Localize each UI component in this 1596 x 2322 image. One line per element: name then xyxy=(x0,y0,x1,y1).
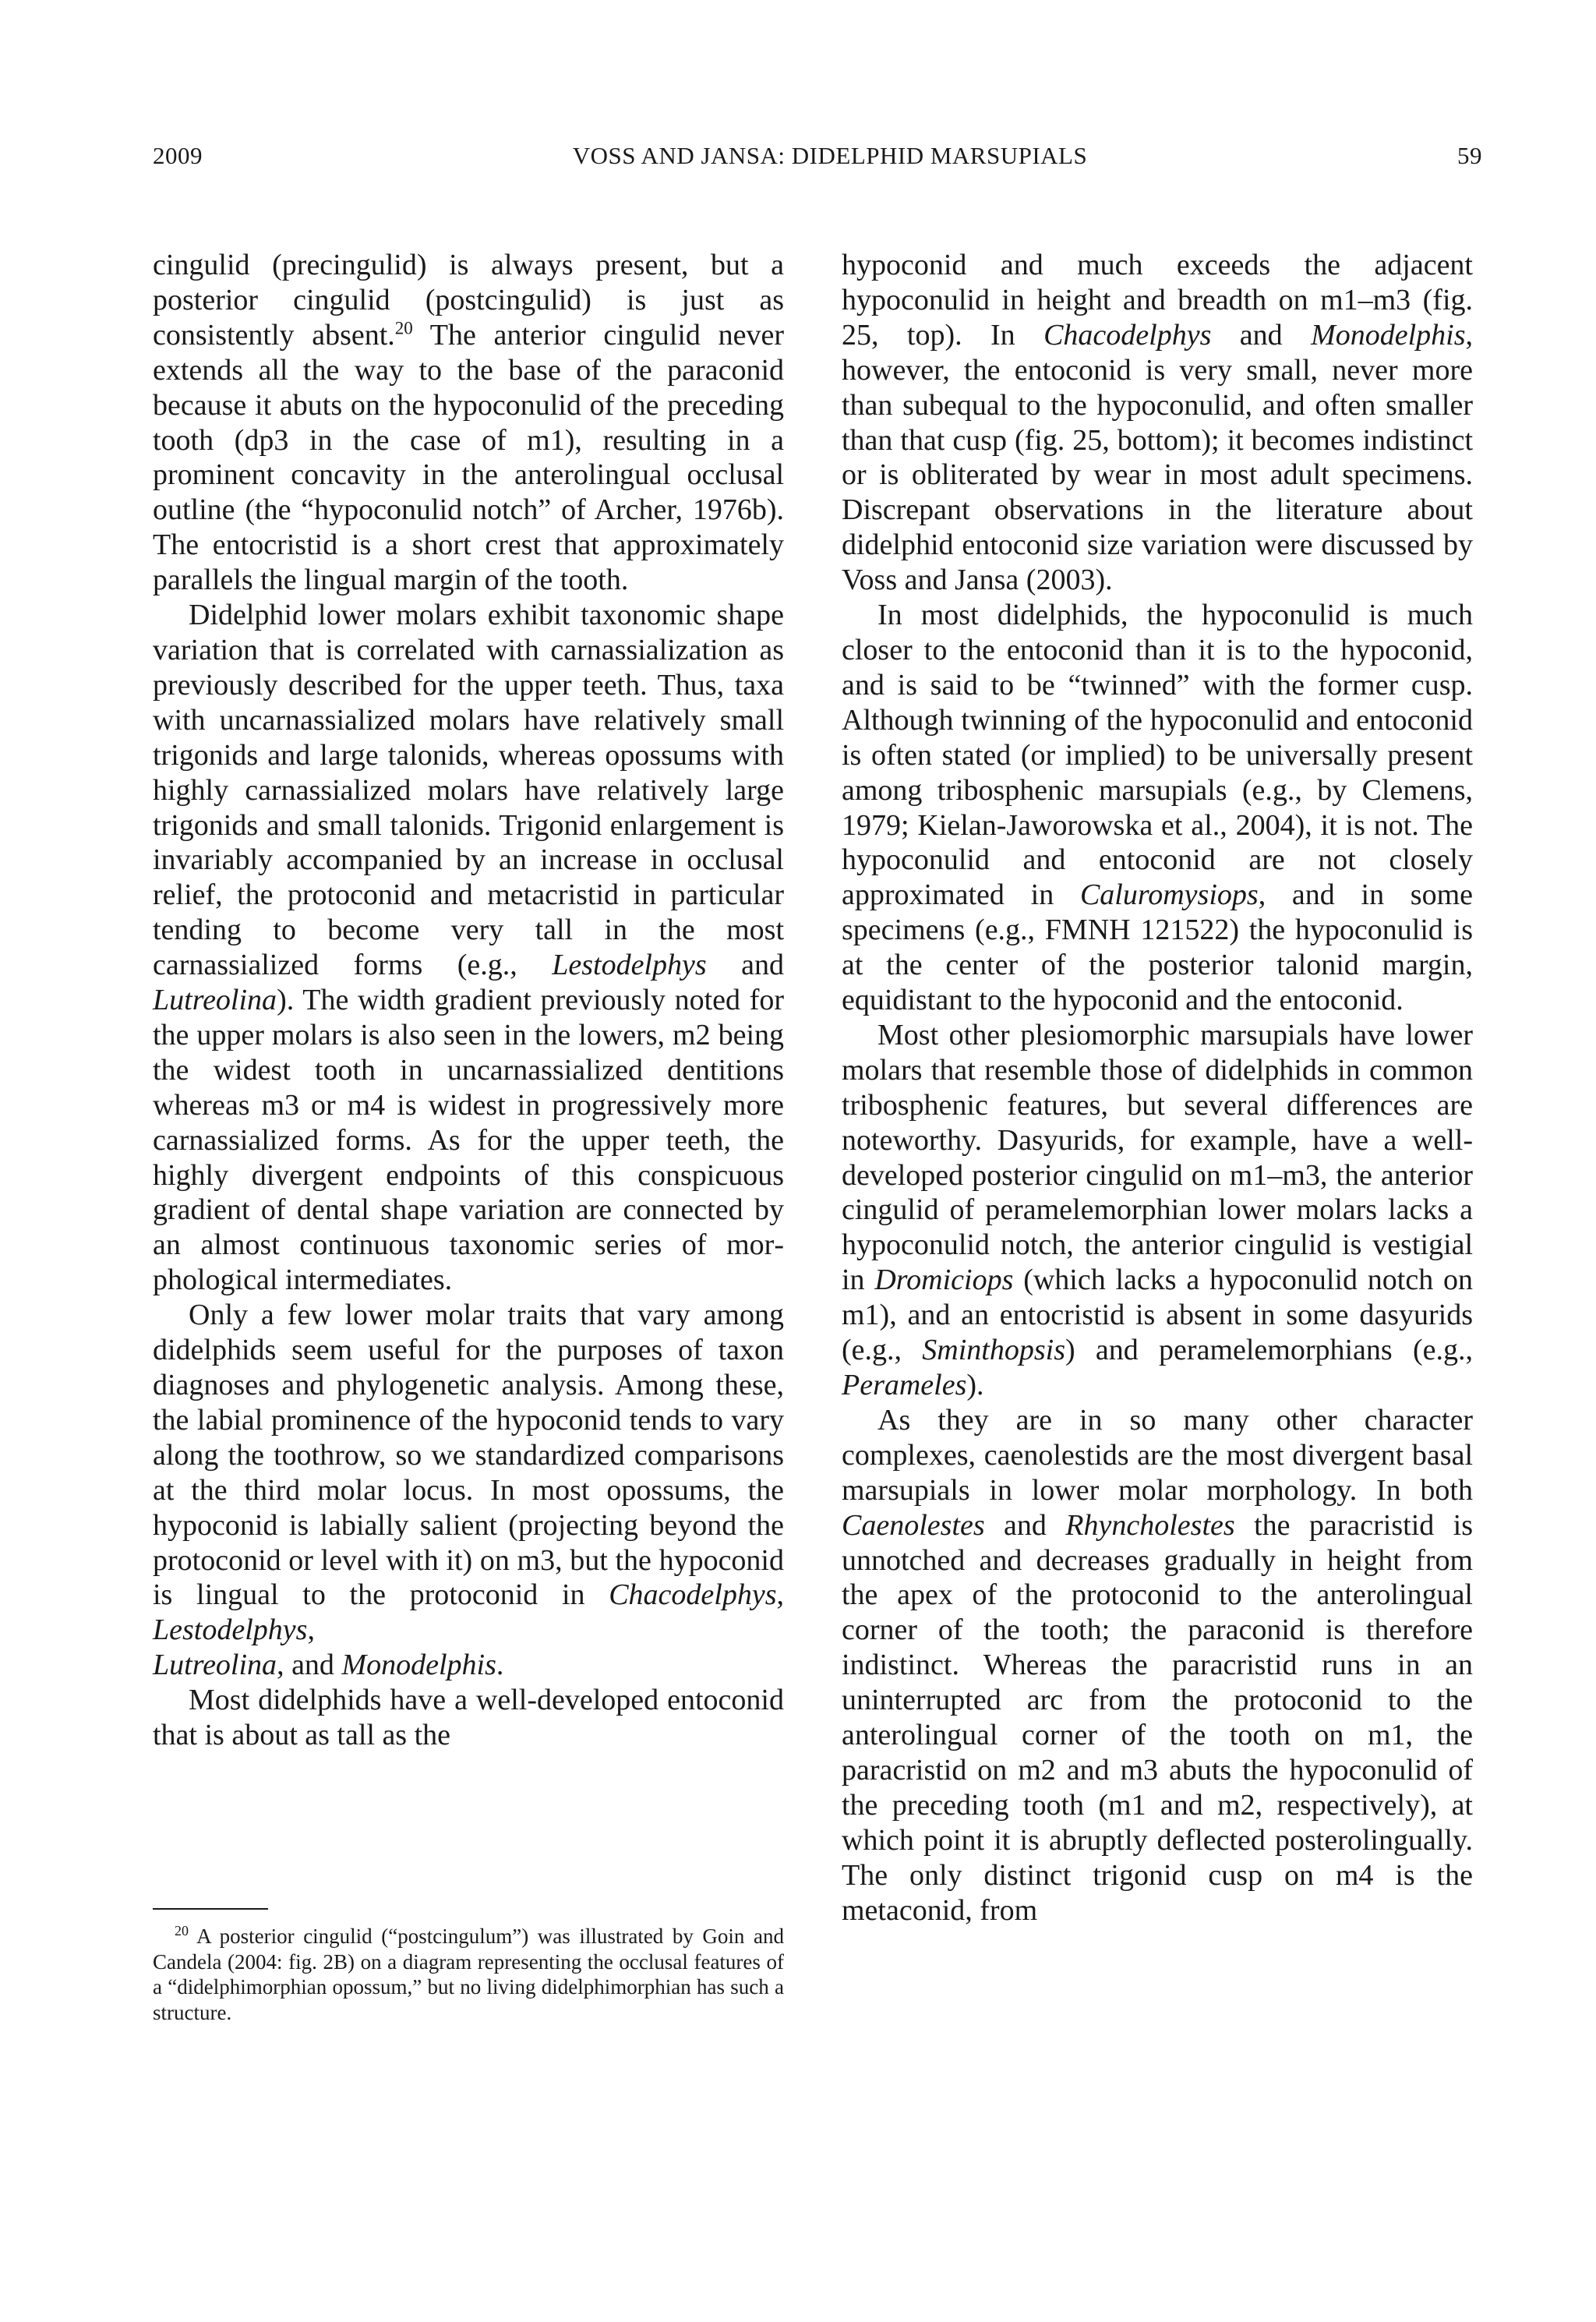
paragraph: As they are in so many other character complexes, caenolestids are the most divergent basal marsupials in lower molar morphology. In both Caenolestes and Rhyncholestes the paracristid is unnotched and decreases gradually in height from the apex of the protoconid to the anterolingual corner of the tooth; the paraconid is therefore indistinct. Whereas the paracristid runs in an uninterrupted arc from the protoconid to the anterolingual corner of the tooth on m1, the paracristid on m2 and m3 abuts the hypoconulid of the preceding tooth (m1 and m2, respectively), at which point it is abruptly deflected posterolingually. The only distinct trigonid cusp on m4 is the metaconid, from xyxy=(842,1403,1473,1927)
paragraph: Only a few lower molar traits that vary among didelphids seem useful for the purposes of taxon diagnoses and phylogenetic analysis. Among these, the labial prominence of the hypoconid tends to vary along the toothrow, so we standardized comparisons at the third molar locus. In most opossums, the hypoconid is labially salient (projecting beyond the protoconid or level with it) on m3, but the hypoconid is lingual to the protoconid in Chacodelphys, Lestodelphys, Lutreolina, and Monodelphis. xyxy=(153,1299,784,1682)
left-column xyxy=(153,248,784,1753)
paragraph: Most other plesiomorphic marsupials have lower molars that resemble those of didelphids in common tribosphenic features, but several differences are noteworthy. Dasyurids, for example, have a well-developed posterior cingulid on m1–m3, the anterior cingulid of peramelemorphian lower molars lacks a hypoconulid notch, the anterior cingulid is vestigial in Dromiciops (which lacks a hypoconulid notch on m1), and an entocristid is absent in some dasyurids (e.g., Sminthopsis) and peramelemorphians (e.g., Perameles). xyxy=(842,1018,1474,1401)
paragraph: hypoconid and much exceeds the adjacent hypoconulid in height and breadth on m1–m3 (fig. 25, top). In Chacodelphys and Monodelphis, however, the entoconid is very small, never more than subequal to the hypoconulid, and often smaller than that cusp (fig. 25, bottom); it becomes indistinct or is obliterated by wear in most adult specimens. Discrepant observations in the literature about didelphid entoconid size variation were discussed by Voss and Jansa (2003). xyxy=(842,249,1473,597)
running-head-year: 2009 xyxy=(153,142,203,169)
paragraph: Didelphid lower molars exhibit taxonomic shape variation that is correlated with carnassialization as previously described for the upper teeth. Thus, taxa with uncarnassialized molars have relatively small trigonids and large talonids, whereas opossums with highly carnassialized molars have relatively large trigonids and small talonids. Trigonid enlargement is invariably accompanied by an increase in occlusal relief, the protoconid and metacristid in particular tending to become very tall in the most carnassialized forms (e.g., Lestodelphys and Lutreolina). The width gradient previously noted for the upper molars is also seen in the lowers, m2 being the widest tooth in uncarnassialized dentitions whereas m3 or m4 is widest in progressively more carnassialized forms. As for the upper teeth, the highly divergent endpoints of this conspicuous gradient of dental shape variation are connected by an almost continuous taxonomic series of morphological intermediates. xyxy=(153,599,784,1297)
footnote-ref: 20 xyxy=(394,318,413,338)
running-head xyxy=(153,142,1482,170)
footnote-number: 20 xyxy=(175,1923,189,1939)
paragraph: In most didelphids, the hypoconulid is much closer to the entoconid than it is to the hypoconid, and is said to be “twinned” with the former cusp. Although twinning of the hypoconulid and entoconid is often stated (or implied) to be universally present among tribosphenic marsupials (e.g., by Clemens, 1979; Kielan-Jaworowska et al., 2004), it is not. The hypoconulid and entoconid are not closely approximated in Caluromysiops, and in some specimens (e.g., FMNH 121522) the hypoconulid is at the center of the posterior talonid margin, equidistant to the hypoconid and the entoconid. xyxy=(842,599,1474,1017)
page-number: 59 xyxy=(1457,142,1482,169)
paragraph: Most didelphids have a well-developed entoconid that is about as tall as the xyxy=(153,1684,784,1752)
footnote: $^{20}$ A posterior cingulid (“postcingulum”) was illustrated by Goin and Candela (2004: fig. 2B) on a diagram representing the occlusal features of a “didelphimorphian opossum,” but no living didelphimorphian has such a structure. xyxy=(153,1923,784,2024)
running-head-title: VOSS AND JANSA: DIDELPHID MARSUPIALS xyxy=(572,142,1088,169)
paragraph: cingulid (precingulid) is always present, but a posterior cingulid (postcingulid) is just as consistently absent.$^{20}$ The anterior cingulid never extends all the way to the base of the paraconid because it abuts on the hypoconulid of the preceding tooth (dp3 in the case of m1), resulting in a prominent concavity in the anterolingual occlusal outline (the “hypoconulid notch” of Archer, 1976b). The entocristid is a short crest that approximately parallels the lingual margin of the tooth. xyxy=(153,249,784,597)
footnote-rule xyxy=(153,1908,268,1910)
right-column xyxy=(842,248,1473,1928)
